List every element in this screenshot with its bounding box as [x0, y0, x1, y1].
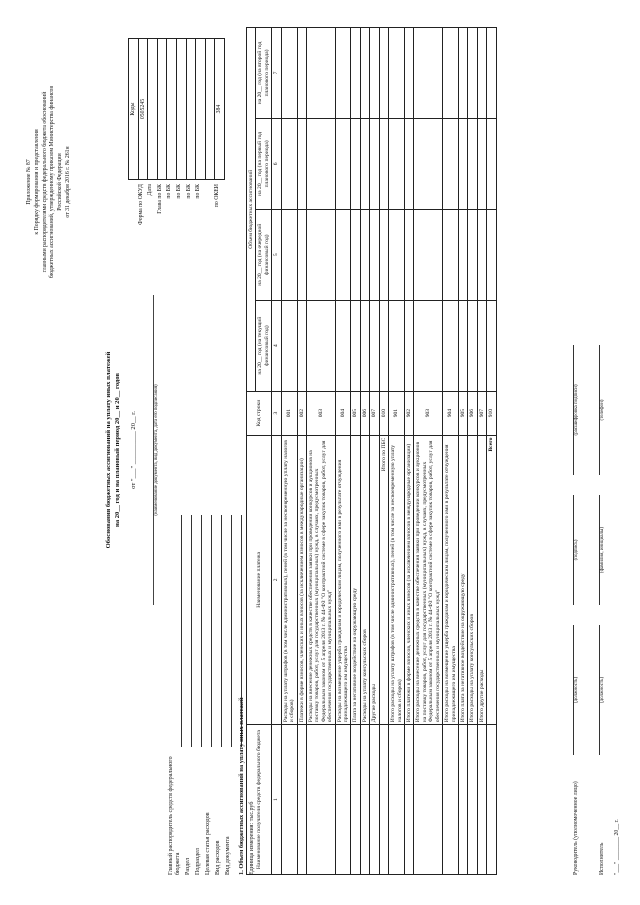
payment-name-cell: Другие расходы — [370, 435, 379, 725]
code-label: по БК — [185, 184, 192, 199]
row-code-cell: 006 — [360, 391, 369, 435]
executor-signature-row — [586, 25, 606, 875]
amount-cell — [351, 300, 360, 391]
recipient-cell — [468, 725, 477, 875]
signature-line — [591, 625, 600, 755]
header-recipient: Наименование получателя средств федерального бюджета — [247, 725, 272, 875]
payment-name-cell: Итого расходы на уплату консульских сборов — [468, 435, 477, 725]
row-code-cell: 906 — [468, 391, 477, 435]
header-year: на 20__ год (на очередной финансовый год) — [256, 209, 272, 300]
code-cell — [205, 39, 215, 180]
table-row — [443, 28, 459, 875]
position-caption: (должность) — [600, 676, 606, 704]
table-row — [370, 28, 379, 875]
payment-name-cell: Плата за негативное воздействие на окружающую среду — [351, 435, 360, 725]
recipient-cell — [351, 725, 360, 875]
table-row — [379, 28, 388, 875]
amount-cell — [477, 209, 486, 300]
amount-cell — [468, 118, 477, 209]
col-number: 2 — [272, 435, 281, 725]
payment-name-cell: Расходы на уплату штрафов (в том числе административных), пеней (в том числе за несвоевременную уплату налогов и сборов) — [281, 435, 297, 725]
amount-cell — [405, 209, 414, 300]
amount-cell — [360, 28, 369, 119]
amount-cell — [414, 28, 443, 119]
phone-caption: (телефон) — [600, 399, 606, 421]
payment-name-cell: Итого расходы на возмещение ущерба гражданам и юридическим лицам, полученного ими в результате отчуждения принадлежащего им имущества — [443, 435, 459, 725]
name-caption: (фамилия, инициалы) — [600, 526, 606, 574]
header-row-code: Код строки — [247, 391, 272, 435]
amount-cell — [477, 300, 486, 391]
amount-cell — [414, 300, 443, 391]
recipient-cell — [379, 725, 388, 875]
table-row — [468, 28, 477, 875]
amount-cell — [379, 28, 388, 119]
code-cell — [196, 39, 206, 180]
row-code-cell: 004 — [335, 391, 351, 435]
title-line-2: на 20__ год и на плановый период 20__ и 20__ годов — [113, 373, 121, 527]
appendix-line: Российской Федерации — [57, 153, 64, 211]
field-line — [203, 515, 212, 747]
row-code-cell: 001 — [281, 391, 297, 435]
codes-box — [128, 38, 225, 180]
row-code-cell: 003 — [306, 391, 335, 435]
header-payment-name: Наименование платежа — [247, 435, 272, 725]
amount-cell — [297, 209, 306, 300]
table-row — [297, 28, 306, 875]
field-line — [193, 515, 202, 747]
payment-name-cell: Платежи в форме взносов, членских и иных взносов (за исключением взносов в международные организации) — [297, 435, 306, 725]
field-row: Вид документа — [222, 515, 232, 875]
field-row: Раздел — [182, 515, 192, 875]
amount-cell — [487, 118, 496, 209]
payment-name-cell: Итого расходы на внесение денежных средств в качестве обеспечения заявки при проведении конкурсов и аукционов на поставку товаров, работ, услуг для государственных (муниципальных) нужд, в случаях, предусмотренных Федеральным законом от 5 апреля 2013 г. № 44-ФЗ "О контрактной системе в сфере закупок товаров, работ, услуг для обеспечения государственных и муниципальных нужд" — [414, 435, 443, 725]
document-title — [105, 295, 160, 605]
amount-cell — [370, 28, 379, 119]
amount-cell — [351, 209, 360, 300]
signature-line — [565, 495, 574, 605]
position-caption: (должность) — [574, 676, 580, 704]
row-code-cell: 005 — [351, 391, 360, 435]
code-label: по БК — [175, 184, 182, 199]
amount-cell — [297, 300, 306, 391]
signature-line — [591, 345, 600, 475]
col-number: 5 — [272, 209, 281, 300]
payments-table — [246, 27, 497, 875]
recipient-cell — [360, 725, 369, 875]
table-row — [351, 28, 360, 875]
amount-cell — [389, 118, 405, 209]
row-code-cell: 901 — [389, 391, 405, 435]
appendix-note — [26, 52, 73, 312]
code-cell — [148, 39, 158, 180]
amount-cell — [370, 118, 379, 209]
amount-cell — [405, 300, 414, 391]
table-row — [458, 28, 467, 875]
amount-cell — [468, 300, 477, 391]
amount-cell — [405, 118, 414, 209]
amount-cell — [414, 118, 443, 209]
field-row: Подраздел — [192, 515, 202, 875]
amount-cell — [379, 118, 388, 209]
code-label: Дата — [147, 184, 154, 196]
column-numbers-row — [272, 28, 281, 875]
table-row — [389, 28, 405, 875]
amount-cell — [306, 300, 335, 391]
table-row — [487, 28, 496, 875]
code-label — [205, 184, 215, 294]
okud-code: 0505245 — [138, 39, 148, 180]
title-from: от "___" __________ 20__ г. — [130, 411, 138, 489]
payment-name-cell: Итого по ПБС — [379, 435, 388, 725]
row-code-cell: 002 — [297, 391, 306, 435]
unit-label: Единица измерения: тыс.руб — [249, 801, 256, 875]
row-code-cell: 904 — [443, 391, 459, 435]
amount-cell — [370, 300, 379, 391]
amount-cell — [281, 28, 297, 119]
appendix-line: главными распорядителями средств федерального бюджета обоснований — [41, 91, 48, 273]
table-row — [477, 28, 486, 875]
amount-cell — [370, 209, 379, 300]
recipient-cell — [477, 725, 486, 875]
code-label: по ОКЕИ — [214, 184, 221, 208]
signatures-block — [560, 25, 621, 875]
table-row — [405, 28, 414, 875]
amount-cell — [335, 118, 351, 209]
amount-cell — [477, 28, 486, 119]
col-number: 3 — [272, 391, 281, 435]
code-cell — [157, 39, 167, 180]
row-code-cell: 902 — [405, 391, 414, 435]
appendix-line: к Порядку формирования и представления — [33, 129, 40, 235]
code-label: Форма по ОКУД — [137, 184, 144, 225]
col-number: 1 — [272, 725, 281, 875]
title-line-1: Обоснования бюджетных ассигнований на уплату иных платежей — [105, 351, 112, 549]
recipient-cell — [414, 725, 443, 875]
recipient-cell — [389, 725, 405, 875]
amount-cell — [443, 118, 459, 209]
amount-cell — [468, 28, 477, 119]
head-label: Руководитель (уполномоченное лицо) — [573, 781, 580, 875]
code-cell — [167, 39, 177, 180]
amount-cell — [379, 300, 388, 391]
signature-line — [565, 345, 574, 475]
header-year: на 20__ год (на второй год планового периода) — [256, 28, 272, 119]
row-code-cell: 903 — [414, 391, 443, 435]
payment-name-cell: Итого другие расходы — [477, 435, 486, 725]
codes-labels — [128, 184, 224, 294]
amount-cell — [414, 209, 443, 300]
recipient-cell — [443, 725, 459, 875]
field-line — [173, 515, 182, 747]
col-number: 6 — [272, 118, 281, 209]
table-row — [360, 28, 369, 875]
field-row: Главный распорядитель средств федерального бюджета — [172, 515, 182, 875]
row-code-cell: 007 — [370, 391, 379, 435]
payment-name-cell: Расходы на внесение денежных средств в качестве обеспечения заявки при проведении конкурсов и аукционов на поставку товаров, работ, услуг для государственных (муниципальных) нужд, в случаях, предусмотренных Федеральным законом от 5 апреля 2013 г. № 44-ФЗ "О контрактной системе в сфере закупок товаров, работ, услуг для обеспечения государственных и муниципальных нужд" — [306, 435, 335, 725]
amount-cell — [389, 28, 405, 119]
section-title: 1. Объем бюджетных ассигнований на уплату иных платежей — [238, 697, 245, 875]
header-volume: Объем бюджетных ассигнований — [247, 28, 256, 392]
amount-cell — [487, 28, 496, 119]
table-row — [414, 28, 443, 875]
row-code-cell: 010 — [379, 391, 388, 435]
amount-cell — [389, 300, 405, 391]
amount-cell — [306, 118, 335, 209]
amount-cell — [360, 118, 369, 209]
recipient-cell — [487, 725, 496, 875]
recipient-cell — [458, 725, 467, 875]
field-line — [183, 515, 192, 747]
recipient-cell — [335, 725, 351, 875]
field-line — [223, 515, 232, 747]
amount-cell — [335, 28, 351, 119]
field-line — [213, 515, 222, 747]
payment-name-cell: Расходы на возмещение ущерба гражданам и юридическим лицам, полученного ими в результате отчуждения принадлежащего им имущества — [335, 435, 351, 725]
amount-cell — [468, 209, 477, 300]
payment-name-cell: Всего — [487, 435, 496, 725]
amount-cell — [458, 118, 467, 209]
amount-cell — [306, 209, 335, 300]
header-year: на 20__ год (на первый год планового периода) — [256, 118, 272, 209]
amount-cell — [335, 209, 351, 300]
amount-cell — [487, 209, 496, 300]
amount-cell — [297, 118, 306, 209]
head-signature-row — [560, 25, 580, 875]
appendix-number: Приложение № 87 — [26, 159, 32, 205]
amount-cell — [443, 209, 459, 300]
payment-name-cell: Итого плата за негативное воздействие на окружающую среду — [458, 435, 467, 725]
signature-date: "___" ________ 20__ г. — [614, 819, 620, 875]
amount-cell — [360, 209, 369, 300]
amount-cell — [351, 118, 360, 209]
amount-cell — [297, 28, 306, 119]
table-row — [335, 28, 351, 875]
amount-cell — [379, 209, 388, 300]
decoding-caption: (расшифровка подписи) — [574, 384, 580, 436]
table-row — [306, 28, 335, 875]
amount-cell — [458, 300, 467, 391]
payment-name-cell: Расходы на уплату консульских сборов — [360, 435, 369, 725]
code-cell — [176, 39, 186, 180]
row-code-cell: 907 — [477, 391, 486, 435]
amount-cell — [281, 118, 297, 209]
amount-cell — [389, 209, 405, 300]
code-cell — [186, 39, 196, 180]
field-row: Вид расходов — [212, 515, 222, 875]
amount-cell — [351, 28, 360, 119]
appendix-line: бюджетных ассигнований, утвержденному приказом Министерства финансов — [49, 85, 56, 279]
field-row: Целевая статья расходов — [202, 515, 212, 875]
amount-cell — [281, 209, 297, 300]
signature-caption: (подпись) — [574, 539, 580, 561]
signature-line — [591, 495, 600, 605]
amount-cell — [458, 28, 467, 119]
recipient-cell — [281, 725, 297, 875]
code-label: по БК — [195, 184, 202, 199]
row-code-cell: 910 — [487, 391, 496, 435]
payment-name-cell: Итого платежи в форме взносов, членских и иных взносов (за исключением взносов в международные организации) — [405, 435, 414, 725]
recipient-cell — [297, 725, 306, 875]
executor-label: Исполнитель — [599, 842, 606, 875]
amount-cell — [360, 300, 369, 391]
amount-cell — [306, 28, 335, 119]
code-label: Глава по БК — [156, 184, 163, 214]
appendix-line: от 31 декабря 2016 г. № 261н — [65, 146, 72, 218]
col-number: 4 — [272, 300, 281, 391]
recipient-cell — [370, 725, 379, 875]
col-number: 7 — [272, 28, 281, 119]
signature-line — [565, 625, 574, 755]
amount-cell — [477, 118, 486, 209]
amount-cell — [487, 300, 496, 391]
code-label: по БК — [166, 184, 173, 199]
row-code-cell: 905 — [458, 391, 467, 435]
amount-cell — [458, 209, 467, 300]
okei-code: 384 — [215, 39, 225, 180]
table-row — [281, 28, 297, 875]
amount-cell — [405, 28, 414, 119]
title-caption: (наименование документа, вид документа, дата его подписания) — [153, 295, 160, 605]
amount-cell — [281, 300, 297, 391]
recipient-cell — [405, 725, 414, 875]
recipient-cell — [306, 725, 335, 875]
amount-cell — [335, 300, 351, 391]
payment-name-cell: Итого расходы на уплату штрафов (в том числе административных), пеней (в том числе за несвоевременную уплату налогов и сборов) — [389, 435, 405, 725]
codes-header: Коды — [129, 39, 139, 180]
amount-cell — [443, 28, 459, 119]
header-year: на 20__ год (на текущий финансовый год) — [256, 300, 272, 391]
amount-cell — [443, 300, 459, 391]
